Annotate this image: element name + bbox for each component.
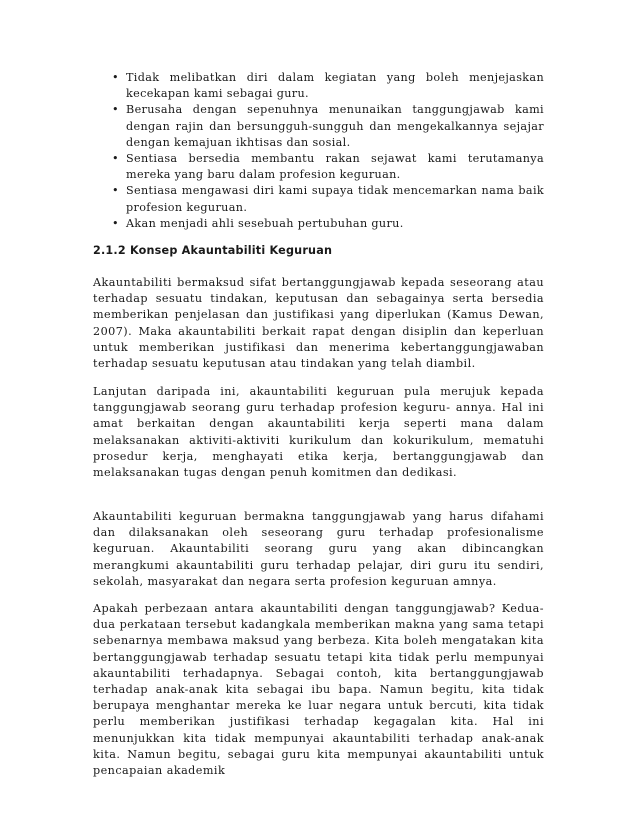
list-item: • Akan menjadi ahli sesebuah pertubuhan guru. bbox=[112, 216, 544, 232]
paragraph-definition: Akauntabiliti bermaksud sifat bertanggungjawab kepada seseorang atau terhadap sesuatu tindakan, keputusan dan sebagainya serta bersedia memberikan penjelasan dan justifikasi yang diperlukan (Kamus Dewan, 2007). Maka akauntabiliti berkait rapat dengan disiplin dan keperluan untuk memberikan justifikasi dan menerima kebertanggungjawaban terhadap sesuatu keputusan atau tindakan yang telah diambil. bbox=[93, 276, 544, 371]
list-item: • Sentiasa mengawasi diri kami supaya tidak mencemarkan nama baik profesion keguruan. bbox=[112, 183, 544, 215]
paragraph-meaning: Akauntabiliti keguruan bermakna tanggungjawab yang harus difahami dan dilaksanakan oleh seseorang guru terhadap profesionalisme keguruan. Akauntabiliti seorang guru yang akan dibincangkan merangkumi akauntabiliti guru terhadap pelajar, diri guru itu sendiri, sekolah, masyarakat dan negara serta profesion keguruan amnya. bbox=[93, 510, 544, 588]
list-item: • Tidak melibatkan diri dalam kegiatan yang boleh menjejaskan kecekapan kami sebagai guru. bbox=[112, 70, 544, 102]
list-item: • Sentiasa bersedia membantu rakan sejawat kami terutamanya mereka yang baru dalam profesion keguruan. bbox=[112, 151, 544, 183]
list-item: • Berusaha dengan sepenuhnya menunaikan tanggungjawab kami dengan rajin dan bersungguh-sungguh dan mengekalkannya sejajar dengan kemajuan ikhtisas dan sosial. bbox=[112, 102, 544, 151]
section-heading: 2.1.2 Konsep Akauntabiliti Keguruan bbox=[93, 244, 333, 257]
paragraph-continuation: Lanjutan daripada ini, akauntabiliti keguruan pula merujuk kepada tanggungjawab seorang guru terhadap profesion keguru- annya. Hal ini amat berkaitan dengan akauntabiliti kerja seperti mana dalam melaksanakan aktiviti-aktiviti kurikulum dan kokurikulum, mematuhi prosedur kerja, menghayati etika kerja, bertanggungjawab dan melaksanakan tugas dengan penuh komitmen dan dedikasi. bbox=[93, 385, 544, 480]
bullet-list bbox=[112, 70, 544, 232]
paragraph-difference: Apakah perbezaan antara akauntabiliti dengan tanggungjawab? Kedua-dua perkataan tersebut kadangkala memberikan makna yang sama tetapi sebenarnya membawa maksud yang berbeza. Kita boleh mengatakan kita bertanggungjawab terhadap sesuatu tetapi kita tidak perlu mempunyai akauntabiliti terhadapnya. Sebagai contoh, kita bertanggungjawab terhadap anak-anak kita sebagai ibu bapa. Namun begitu, kita tidak berupaya menghantar mereka ke luar negara untuk bercuti, kita tidak perlu memberikan justifikasi terhadap kegagalan kita. Hal ini menunjukkan kita tidak mempunyai akauntabiliti terhadap anak-anak kita. Namun begitu, sebagai guru kita mempunyai akauntabiliti untuk pencapaian akademik bbox=[93, 602, 544, 778]
